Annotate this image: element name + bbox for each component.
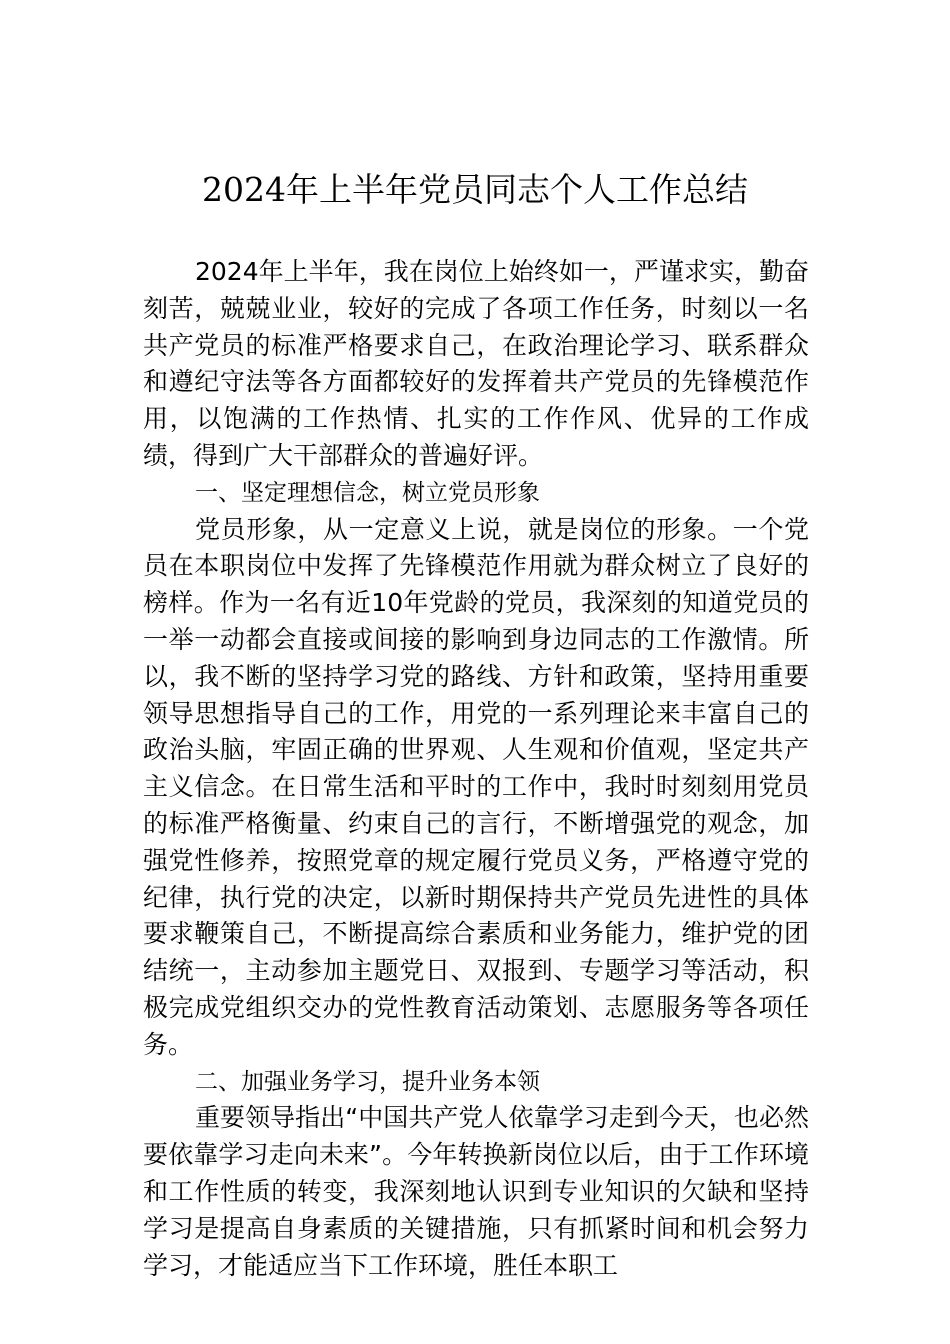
paragraph-section-2: 重要领导指出“中国共产党人依靠学习走到今天，也必然要依靠学习走向未来”。今年转换新岗位以后，由于工作环境和工作性质的转变，我深刻地认识到专业知识的欠缺和坚持学习是提高自身素质的关键措施，只有抓紧时间和机会努力学习，才能适应当下工作环境，胜任本职工: [143, 1103, 809, 1280]
section-heading-2: 二、加强业务学习，提升业务本领: [195, 1068, 540, 1095]
document-body: [143, 254, 809, 1284]
document-title: 2024年上半年党员同志个人工作总结: [202, 170, 748, 209]
section-heading-1: 一、坚定理想信念，树立党员形象: [195, 479, 540, 506]
paragraph-intro: 2024年上半年，我在岗位上始终如一，严谨求实，勤奋刻苦，兢兢业业，较好的完成了各项工作任务，时刻以一名共产党员的标准严格要求自己，在政治理论学习、联系群众和遵纪守法等各方面都较好的发挥着共产党员的先锋模范作用，以饱满的工作热情、扎实的工作作风、优异的工作成绩，得到广大干部群众的普遍好评。: [143, 257, 809, 470]
paragraph-section-1: 党员形象，从一定意义上说，就是岗位的形象。一个党员在本职岗位中发挥了先锋模范作用就为群众树立了良好的榜样。作为一名有近10年党龄的党员，我深刻的知道党员的一举一动都会直接或间接的影响到身边同志的工作激情。所以，我不断的坚持学习党的路线、方针和政策，坚持用重要领导思想指导自己的工作，用党的一系列理论来丰富自己的政治头脑，牢固正确的世界观、人生观和价值观，坚定共产主义信念。在日常生活和平时的工作中，我时时刻刻用党员的标准严格衡量、约束自己的言行，不断增强党的观念，加强党性修养，按照党章的规定履行党员义务，严格遵守党的纪律，执行党的决定，以新时期保持共产党员先进性的具体要求鞭策自己，不断提高综合素质和业务能力，维护党的团结统一，主动参加主题党日、双报到、专题学习等活动，积极完成党组织交办的党性教育活动策划、志愿服务等各项任务。: [143, 514, 809, 1059]
